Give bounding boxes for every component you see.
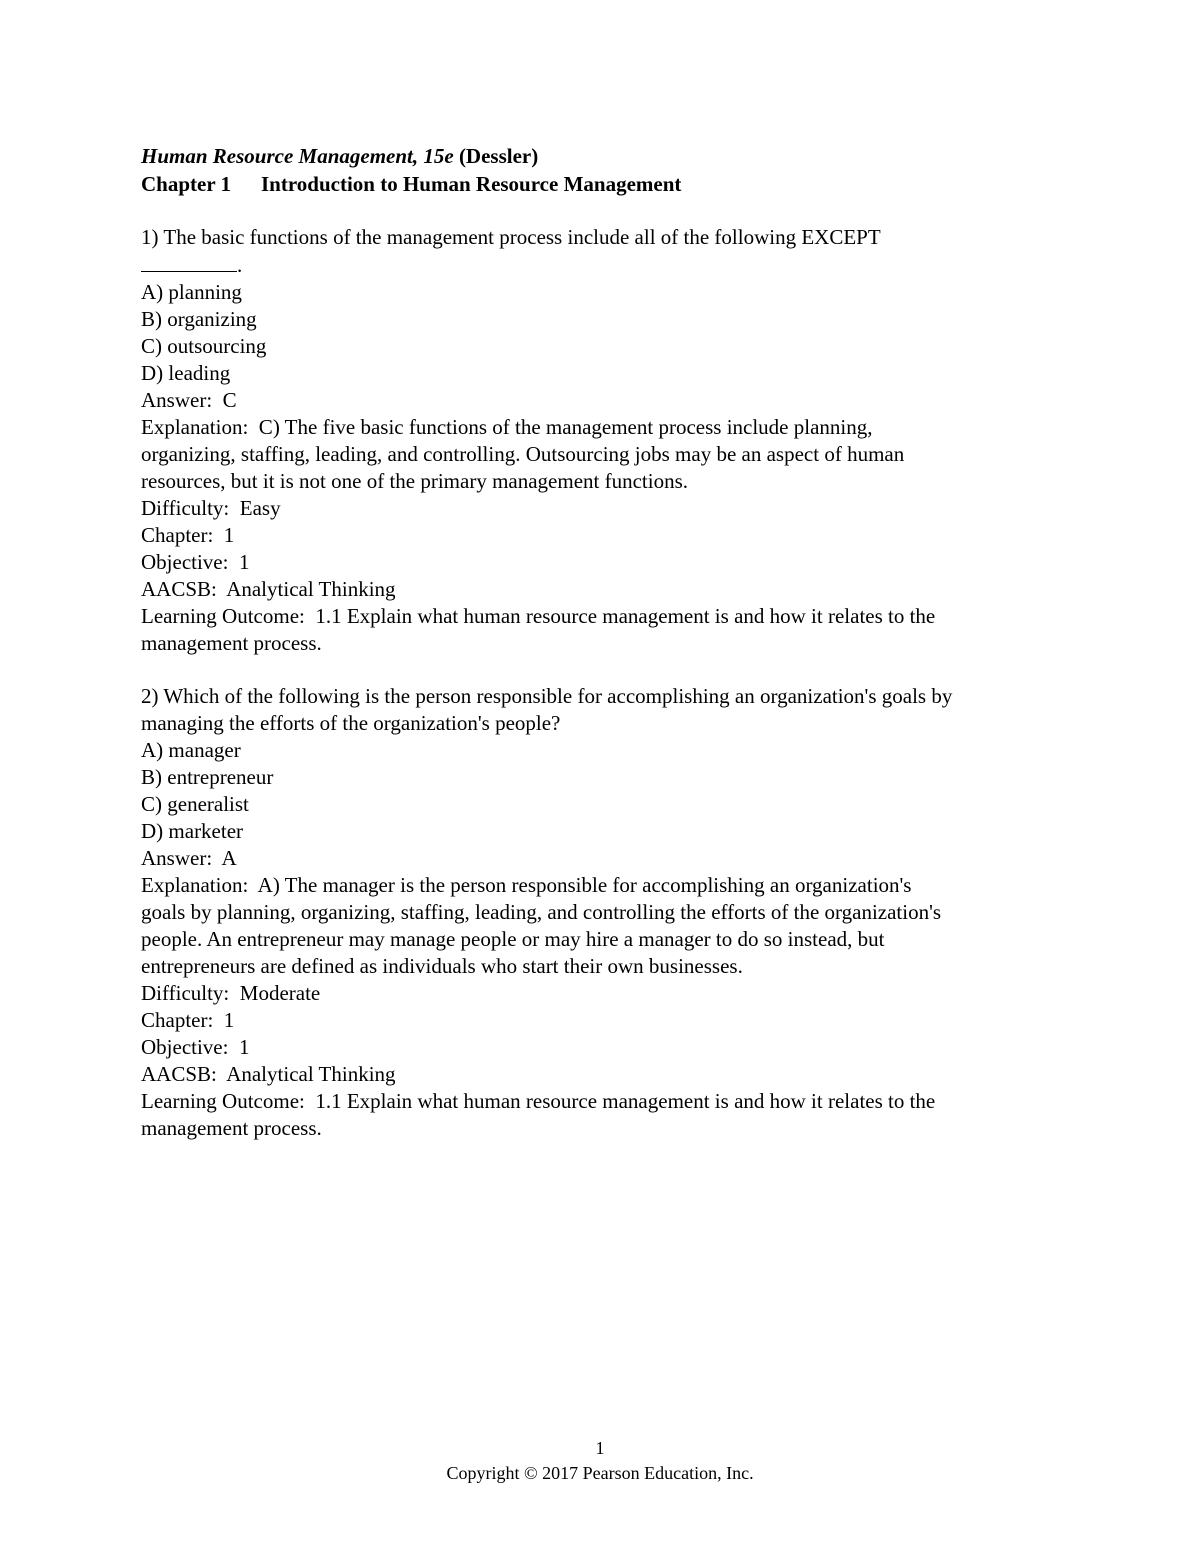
question-1-stem-end: .	[237, 253, 243, 277]
explanation-line: Explanation: C) The five basic functions of the management process include planning,	[141, 415, 873, 439]
chapter-title: Introduction to Human Resource Management	[261, 172, 682, 196]
objective: Objective: 1	[141, 550, 250, 574]
book-title: Human Resource Management, 15e	[141, 144, 454, 168]
answer: Answer: A	[141, 846, 237, 870]
option-d: D) marketer	[141, 819, 244, 843]
page-number: 1	[595, 1438, 605, 1458]
option-d: D) leading	[141, 361, 231, 385]
chapter-meta: Chapter: 1	[141, 1008, 235, 1032]
learning-outcome-line: Learning Outcome: 1.1 Explain what human resource management is and how it relates to the	[141, 604, 936, 628]
option-c: C) outsourcing	[141, 334, 267, 358]
explanation-line: Explanation: A) The manager is the person responsible for accomplishing an organization's	[141, 873, 912, 897]
option-b: B) organizing	[141, 307, 257, 331]
chapter-heading	[141, 170, 1061, 198]
aacsb: AACSB: Analytical Thinking	[141, 1062, 396, 1086]
option-a: A) manager	[141, 738, 241, 762]
explanation-line: organizing, staffing, leading, and controlling. Outsourcing jobs may be an aspect of human	[141, 442, 905, 466]
question-1-stem-blank-line	[141, 251, 1061, 279]
difficulty: Difficulty: Moderate	[141, 981, 321, 1005]
aacsb: AACSB: Analytical Thinking	[141, 577, 396, 601]
objective: Objective: 1	[141, 1035, 250, 1059]
learning-outcome-line: management process.	[141, 631, 322, 655]
question-2-stem: 2) Which of the following is the person responsible for accomplishing an organization's goals by	[141, 684, 953, 708]
option-a: A) planning	[141, 280, 242, 304]
question-1	[141, 224, 1061, 657]
explanation-line: goals by planning, organizing, staffing, leading, and controlling the efforts of the organization's	[141, 900, 942, 924]
page-content	[141, 142, 1061, 1142]
chapter-meta: Chapter: 1	[141, 523, 235, 547]
answer: Answer: C	[141, 388, 237, 412]
question-1-stem: 1) The basic functions of the management process include all of the following EXCEPT	[141, 225, 881, 249]
learning-outcome-line: Learning Outcome: 1.1 Explain what human resource management is and how it relates to the	[141, 1089, 936, 1113]
explanation-line: resources, but it is not one of the primary management functions.	[141, 469, 689, 493]
chapter-label: Chapter 1	[141, 172, 232, 196]
answer-blank	[141, 251, 237, 272]
explanation-line: entrepreneurs are defined as individuals who start their own businesses.	[141, 954, 743, 978]
book-author: (Dessler)	[453, 144, 539, 168]
question-2	[141, 683, 1061, 1142]
explanation-line: people. An entrepreneur may manage people or may hire a manager to do so instead, but	[141, 927, 885, 951]
option-b: B) entrepreneur	[141, 765, 274, 789]
book-title-line	[141, 142, 1061, 170]
difficulty: Difficulty: Easy	[141, 496, 281, 520]
copyright-notice: Copyright © 2017 Pearson Education, Inc.	[446, 1463, 754, 1483]
question-2-stem-cont: managing the efforts of the organization's people?	[141, 711, 561, 735]
option-c: C) generalist	[141, 792, 249, 816]
learning-outcome-line: management process.	[141, 1116, 322, 1140]
